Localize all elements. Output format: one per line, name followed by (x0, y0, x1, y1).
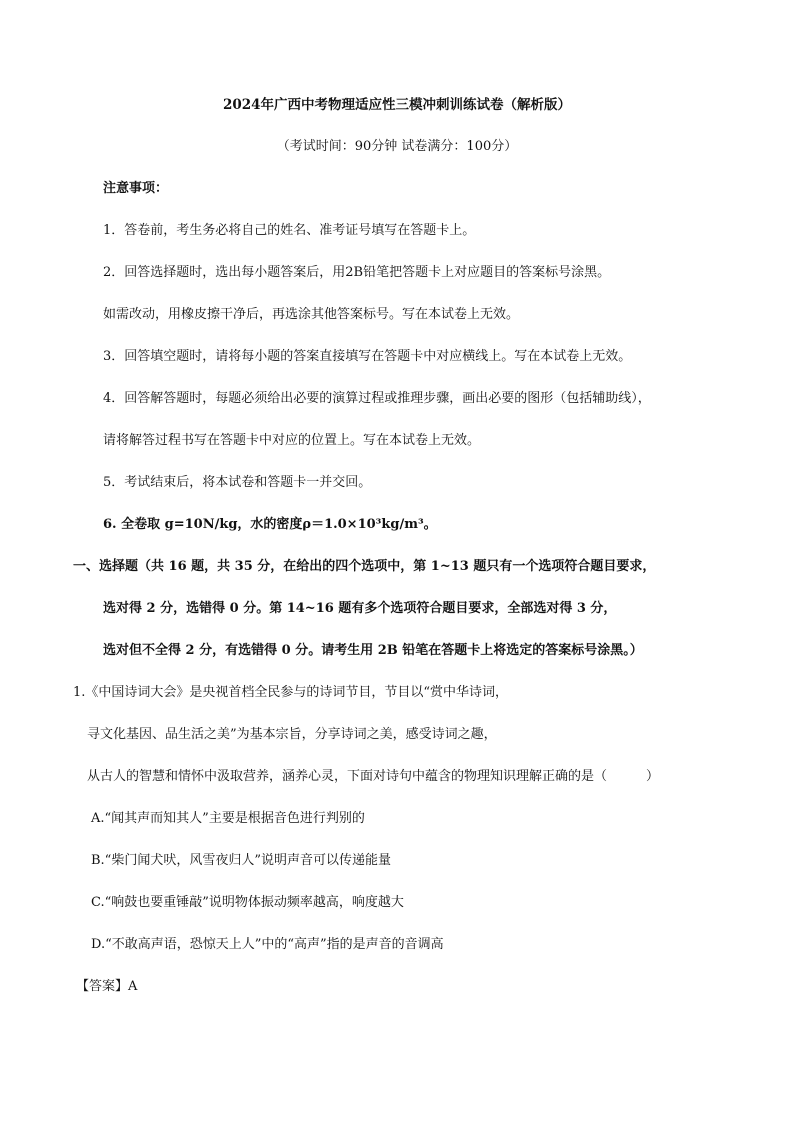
section-instructions: 选对但不全得 2 分，有选错得 0 分。请考生用 2B 铅笔在答题卡上将选定的答案标号涂黑。） (103, 643, 643, 658)
option-b: B.“柴门闻犬吠，风雪夜归人”说明声音可以传递能量 (91, 853, 391, 868)
section-heading: 一、选择题（共 16 题，共 35 分，在给出的四个选项中，第 1~13 题只有一个选项符合题目要求， (73, 559, 656, 574)
note-item: 3．回答填空题时，请将每小题的答案直接填写在答题卡中对应横线上。写在本试卷上无效。 (103, 349, 632, 364)
section-instructions: 选对得 2 分，选错得 0 分。第 14~16 题有多个选项符合题目要求，全部选对得 3 分， (103, 601, 617, 616)
note-item: 5．考试结束后，将本试卷和答题卡一并交回。 (103, 475, 372, 490)
notes-heading: 注意事项： (103, 181, 169, 196)
question-stem: 寻文化基因、品生活之美”为基本宗旨，分享诗词之美，感受诗词之趣， (87, 727, 497, 742)
question-stem: 1.《中国诗词大会》是央视首档全民参与的诗词节目，节目以“赏中华诗词， (73, 685, 509, 700)
note-item: 4．回答解答题时，每题必须给出必要的演算过程或推理步骤，画出必要的图形（包括辅助线）， (103, 391, 651, 406)
note-item: 如需改动，用橡皮擦干净后，再选涂其他答案标号。写在本试卷上无效。 (103, 307, 520, 322)
note-item: 1．答卷前，考生务必将自己的姓名、准考证号填写在答题卡上。 (103, 223, 476, 238)
note-item: 请将解答过程书写在答题卡中对应的位置上。写在本试卷上无效。 (103, 433, 481, 448)
option-c: C.“响鼓也要重锤敲”说明物体振动频率越高，响度越大 (91, 895, 404, 910)
option-d: D.“不敢高声语，恐惊天上人”中的“高声”指的是声音的音调高 (91, 937, 444, 952)
note-item: 6. 全卷取 g=10N/kg，水的密度ρ＝1.0×10³kg/m³。 (103, 517, 437, 532)
answer-label: 【答案】A (76, 979, 138, 994)
note-item: 2．回答选择题时，选出每小题答案后，用2B铅笔把答题卡上对应题目的答案标号涂黑。 (103, 265, 611, 280)
page-title: 2024年广西中考物理适应性三模冲刺训练试卷（解析版） (222, 97, 572, 113)
option-a: A.“闻其声而知其人”主要是根据音色进行判别的 (91, 811, 365, 826)
exam-info: （考试时间：90分钟 试卷满分：100分） (276, 139, 518, 154)
question-stem: 从古人的智慧和情怀中汲取营养，涵养心灵，下面对诗句中蕴含的物理知识理解正确的是（ ） (87, 769, 660, 784)
